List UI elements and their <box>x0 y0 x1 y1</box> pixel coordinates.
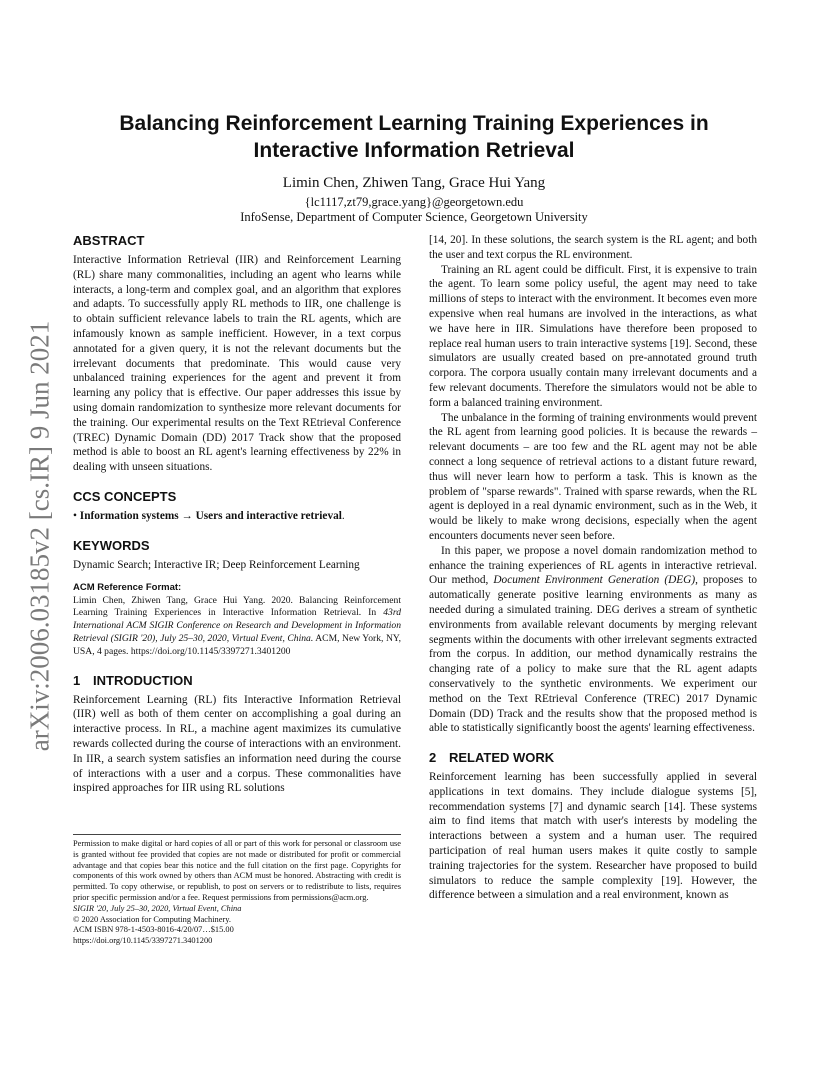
paper-title: Balancing Reinforcement Learning Training Experiences in Interactive Information Retrieval <box>119 112 709 162</box>
ccs-heading: CCS CONCEPTS <box>73 488 177 504</box>
related-work-heading <box>429 750 757 766</box>
footnote-doi: https://doi.org/10.1145/3397271.3401200 <box>73 936 213 946</box>
author-list: Limin Chen, Zhiwen Tang, Grace Hui Yang <box>282 175 546 191</box>
intro-paragraph-1: Reinforcement Learning (RL) fits Interactive Information Retrieval (IIR) well as both of them center on accomplishing a goal during an interactive process. In RL, a machine agent maximizes its cumulative rewards collected during the course of interactions with an environment. In IIR, a search system satisfies an information need during the course of interactions with a user and a corpus. These commonalities have inspired approaches for IIR using RL solutions <box>73 693 401 795</box>
ccs-item: Information systems → Users and interactive retrieval <box>79 509 342 522</box>
intro-p4-method: Document Environment Generation (DEG) <box>493 574 696 587</box>
related-work-title: RELATED WORK <box>449 750 555 766</box>
keywords-heading: KEYWORDS <box>73 537 150 553</box>
intro-p4-part1: In this paper, we propose a novel domain randomization method to enhance the training experiences of RL agents in interactive retrieval. Our method, <box>429 544 757 587</box>
footnote-copyright: © 2020 Association for Computing Machinery. <box>73 914 231 924</box>
acm-reference-text <box>73 595 401 659</box>
intro-title: INTRODUCTION <box>93 672 193 688</box>
abstract-heading: ABSTRACT <box>73 233 145 248</box>
left-column <box>73 233 401 796</box>
author-emails: {lc1117,zt79,grace.yang}@georgetown.edu <box>304 195 524 209</box>
footnote-conference <box>73 904 401 915</box>
acm-reference-part1: Limin Chen, Zhiwen Tang, Grace Hui Yang. 2020. Balancing Reinforcement Learning Training Experiences in Interactive Information Retrieval. In <box>73 594 401 619</box>
intro-heading <box>73 673 401 689</box>
ccs-period: . <box>341 509 345 522</box>
footnote-block <box>73 834 401 947</box>
footnote-conference-text: SIGIR '20, July 25–30, 2020, Virtual Event, China <box>73 903 242 913</box>
related-work-paragraph-1: Reinforcement learning has been successfully applied in several applications in text domains. They include dialogue systems [5], recommendation systems [7] and dynamic search [14]. These systems aim to find items that match with user's interests by modeling the interactions between a system and a human user. The required participation of real human users makes it quite costly to sample training trajectories for the system. Researcher have proposed to build simulators to reduce the sample complexity [19]. However, the difference between a simulation and a real environment, known as <box>429 771 757 902</box>
acm-reference-venue: 43rd International ACM SIGIR Conference on Research and Development in Information Retrieval (SIGIR '20), July 25–30, 2020, Virtual Event, China. <box>73 607 401 644</box>
ccs-concepts <box>73 509 401 524</box>
ccs-bullet: • <box>73 509 77 522</box>
intro-paragraph-4 <box>429 544 757 736</box>
arxiv-stamp <box>20 308 60 763</box>
right-column <box>429 233 757 903</box>
intro-number: 1 <box>73 672 81 688</box>
intro-paragraph-3: The unbalance in the forming of training environments would prevent the RL agent from learning good policies. It is because the rewards – relevant documents – are too few and the RL agent may not be able connect a long sequence of retrieval actions to a distant future reward, thus will never learn how to perform a task. This is known as the problem of "sparse rewards". Trained with sparse rewards, when the RL agent is deployed in a real dynamic environment, such as in the Web, it would be likely to make wrong decisions, especially when the agent encounters documents never seen before. <box>429 411 757 542</box>
arxiv-stamp-text: arXiv:2006.03185v2 [cs.IR] 9 Jun 2021 <box>24 320 55 751</box>
acm-reference-part2: ACM, New York, NY, USA, 4 pages. https://doi.org/10.1145/3397271.3401200 <box>73 632 401 657</box>
intro-paragraph-1-continued: [14, 20]. In these solutions, the search system is the RL agent; and both the user and text corpus the RL environment. <box>429 234 757 261</box>
intro-paragraph-2: Training an RL agent could be difficult. First, it is expensive to train the agent. To learn some policy useful, the agent may need to take millions of steps to interact with the environment. It becomes even more expensive when real humans are involved in the interactions, as what we have here in IIR. Simulations have therefore been proposed to replace real human users to train interactive systems [19]. Second, these simulators are usually created based on pre-annotated ground truth corpora. The corpora usually contain many irrelevant documents and a few relevant documents. Therefore the simulators would not be able to form a balanced training environment. <box>429 263 757 409</box>
keywords-text: Dynamic Search; Interactive IR; Deep Reinforcement Learning <box>73 558 360 571</box>
footnote-isbn: ACM ISBN 978-1-4503-8016-4/20/07…$15.00 <box>73 925 234 935</box>
acm-reference-heading: ACM Reference Format: <box>73 581 182 593</box>
related-work-number: 2 <box>429 750 437 766</box>
author-affiliation: InfoSense, Department of Computer Science, Georgetown University <box>240 210 588 224</box>
footnote-permission: Permission to make digital or hard copies of all or part of this work for personal or classroom use is granted without fee provided that copies are not made or distributed for profit or commercial advantage and that copies bear this notice and the full citation on the first page. Copyrights for components of this work owned by others than ACM must be honored. Abstracting with credit is permitted. To copy otherwise, or republish, to post on servers or to redistribute to lists, requires prior specific permission and/or a fee. Request permissions from permissions@acm.org. <box>73 839 401 902</box>
intro-p4-part2: , proposes to automatically generate positive learning environments as many as needed during a simulated training. DEG derives a stream of synthetic environments from available relevant documents by merging relevant segments within the documents with other irrelevant segments extracted from the corpus. In addition, our method dynamically restrains the changing rate of a policy to make sure that the RL agent adapts conservatively to the synthetic environments. We experiment our method on the Text REtrieval Conference (TREC) 2017 Dynamic Domain (DD) Track and the results show that the proposed method is able to statistically significantly boost the agents' learning effectiveness. <box>429 574 757 735</box>
abstract-text: Interactive Information Retrieval (IIR) and Reinforcement Learning (RL) share many commonalities, including an agent who learns while interacts, a long-term and complex goal, and an algorithm that explores and adapts. To successfully apply RL methods to IIR, one challenge is to obtain sufficient relevance labels to train the RL agents, which are infamously known as sample inefficient. However, in a text corpus annotated for a given query, it is not the relevant documents but the irrelevant documents that predominate. This would cause very unbalanced training experiences for the agent and prevent it from learning any policy that is effective. Our paper addresses this issue by using domain randomization to synthesize more relevant documents for the training. Our experimental results on the Text REtrieval Conference (TREC) Dynamic Domain (DD) 2017 Track show that the proposed method is able to boost an RL agent's learning effectiveness by 22% in dealing with unseen situations. <box>73 254 401 474</box>
